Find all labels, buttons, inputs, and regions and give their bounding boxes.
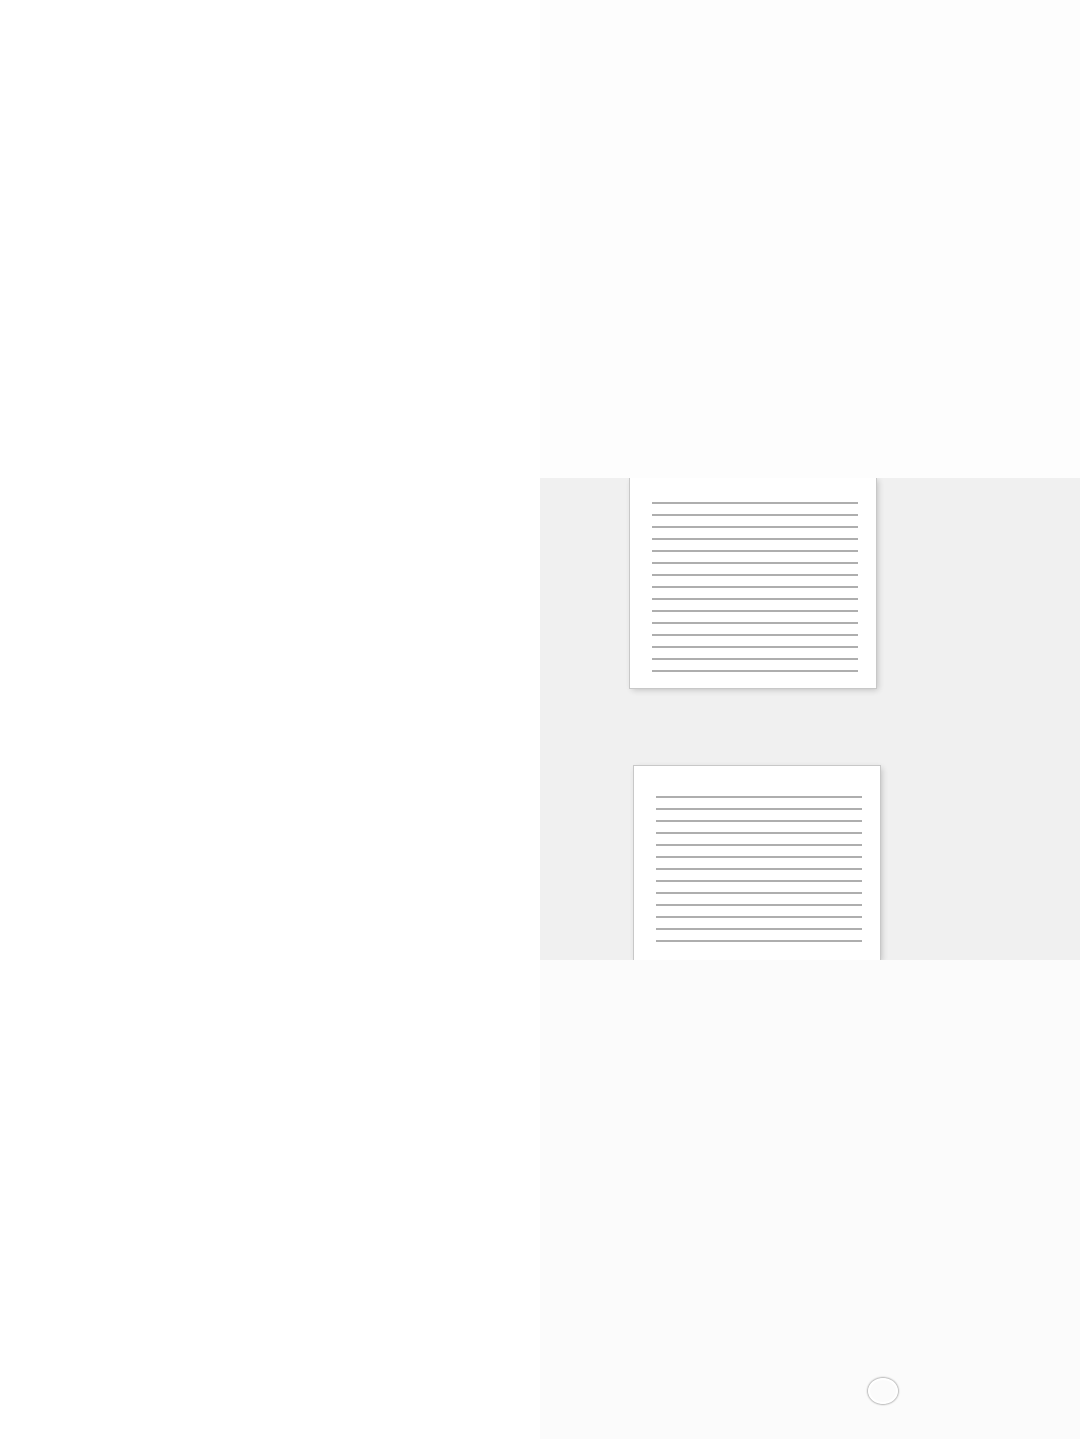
page-thumbnail bbox=[634, 766, 880, 960]
wechat-icon bbox=[868, 1378, 898, 1404]
document-preview-railway bbox=[540, 960, 1080, 1439]
document-preview-general-tech bbox=[540, 478, 1080, 960]
page-thumbnail bbox=[630, 478, 876, 688]
document-preview-mechatronics bbox=[540, 0, 1080, 478]
